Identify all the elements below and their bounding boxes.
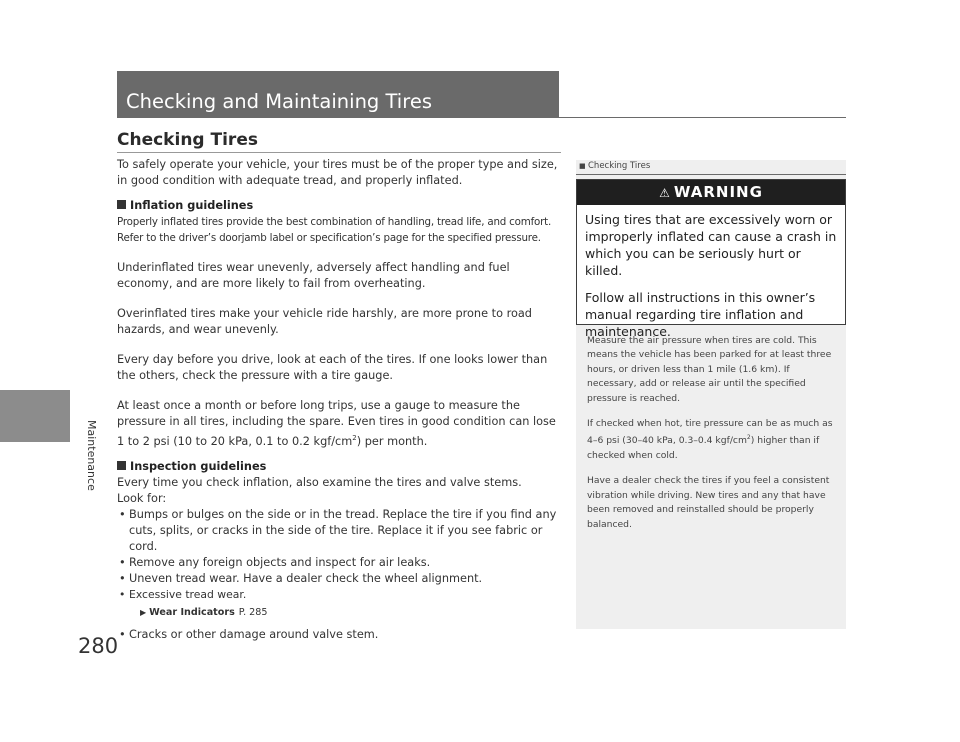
overinflated-paragraph: Overinflated tires make your vehicle ride harshly, are more prone to road hazards, and wear unevenly. <box>117 307 532 336</box>
underinflated-paragraph: Underinflated tires wear unevenly, adversely affect handling and fuel economy, and are more likely to fail from overheating. <box>117 261 510 290</box>
list-item: • Bumps or bulges on the side or in the tread. Replace the tire if you find any cuts, splits, or cracks in the side of the tire. Replace it if you see fabric or cord. <box>117 507 563 555</box>
warning-text <box>585 211 837 340</box>
page-title: Checking and Maintaining Tires <box>117 71 559 118</box>
daily-check-paragraph: Every day before you drive, look at each of the tires. If one looks lower than the others, check the pressure with a tire gauge. <box>117 353 548 382</box>
section-marker-icon <box>117 461 126 470</box>
inspection-list-continued <box>117 627 563 643</box>
warning-paragraph-2: Follow all instructions in this owner’s manual regarding tire inflation and maintenance. <box>585 290 816 339</box>
note-marker-icon: ■ <box>579 162 586 170</box>
main-content <box>117 157 563 643</box>
section-marker-icon <box>117 200 126 209</box>
sidebar-heading: ■ Checking Tires <box>576 160 846 175</box>
sidebar-notes <box>587 334 837 532</box>
monthly-check-paragraph: At least once a month or before long trips, use a gauge to measure the pressure in all tires, including the spare. Even tires in good condition can lose 1 to 2 psi (10 to 20 kPa, 0.1 to 0.2 kgf/$cm^2$) per month. <box>117 399 556 448</box>
cross-reference-arrow-icon: ▶ <box>140 607 147 617</box>
warning-triangle-icon: ⚠ <box>659 186 671 200</box>
look-for-label: Look for: <box>117 491 167 505</box>
list-item: • Excessive tread wear. <box>117 587 563 603</box>
section-title: Checking Tires <box>117 130 258 150</box>
note-paragraph: Have a dealer check the tires if you feel a consistent vibration while driving. New tires and any that have been removed and reinstalled should be properly balanced. <box>587 475 830 530</box>
section-rule <box>117 152 561 153</box>
inspection-list <box>117 507 563 603</box>
inflation-line-1: Properly inflated tires provide the best combination of handling, tread life, and comfort. <box>117 216 552 228</box>
notes-sidebar <box>576 160 846 629</box>
warning-box <box>576 179 846 339</box>
warning-header: ⚠ WARNING <box>577 180 845 205</box>
wear-indicators-link[interactable]: ▶ Wear Indicators P. 285 <box>140 606 268 618</box>
inflation-heading: Inflation guidelines <box>117 198 563 214</box>
list-item: • Cracks or other damage around valve stem. <box>117 627 563 643</box>
inspection-intro: Every time you check inflation, also examine the tires and valve stems. <box>117 475 522 489</box>
intro-paragraph: To safely operate your vehicle, your tires must be of the proper type and size, in good condition with adequate tread, and properly inflated. <box>117 158 558 187</box>
note-paragraph: Measure the air pressure when tires are cold. This means the vehicle has been parked for at least three hours, or driven less than 1 mile (1.6 km). If necessary, add or release air until the specified pressure is reached. <box>587 335 832 404</box>
chapter-label: Maintenance <box>85 420 98 491</box>
note-paragraph: If checked when hot, tire pressure can be as much as 4–6 psi (30–40 kPa, 0.3–0.4 kgf/$cm^2$) higher than if checked when cold. <box>587 418 833 461</box>
page-number: 280 <box>78 634 119 658</box>
warning-paragraph-1: Using tires that are excessively worn or improperly inflated can cause a crash in which you can be seriously hurt or killed. <box>585 212 837 278</box>
inspection-heading: Inspection guidelines <box>117 459 563 475</box>
chapter-tab <box>0 390 70 442</box>
list-item: • Uneven tread wear. Have a dealer check the wheel alignment. <box>117 571 563 587</box>
list-item: • Remove any foreign objects and inspect for air leaks. <box>117 555 563 571</box>
title-rule <box>559 117 846 118</box>
inflation-line-2: Refer to the driver’s doorjamb label or specification’s page for the specified pressure. <box>117 232 541 244</box>
